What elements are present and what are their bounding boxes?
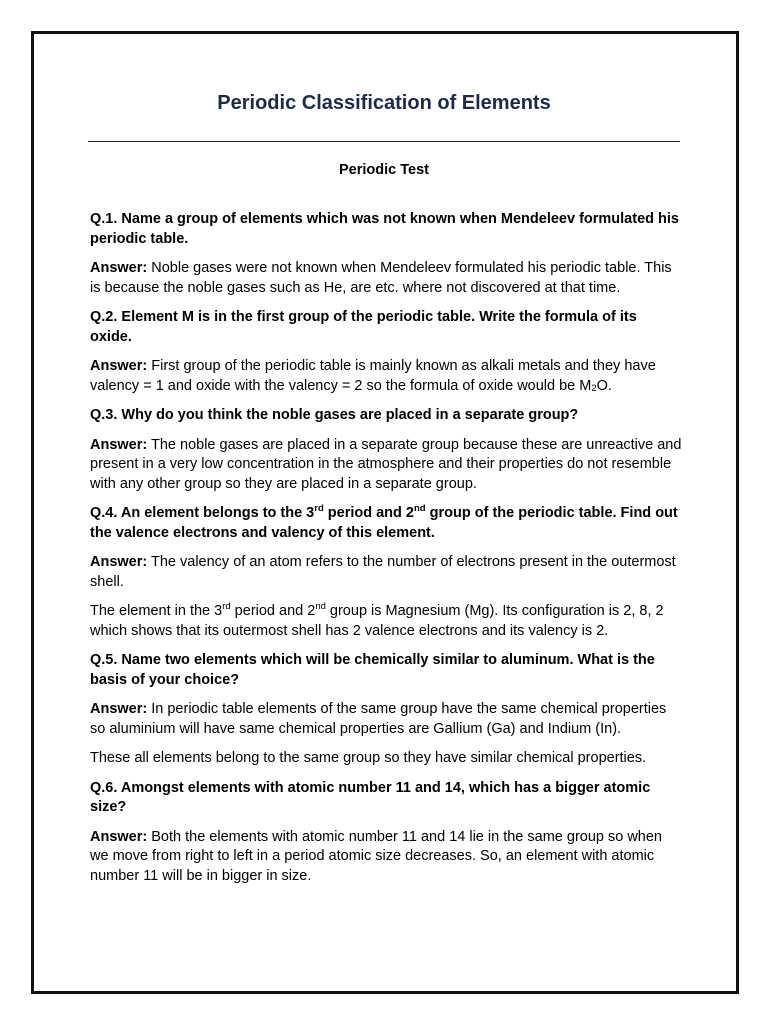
question-4 <box>90 504 682 543</box>
answer-1-text: Noble gases were not known when Mendeleev formulated his periodic table. This is because the noble gases such as He, are etc. where not discovered at that time. <box>90 260 672 296</box>
answer-label: Answer: <box>90 436 148 453</box>
question-2: Q.2. Element M is in the first group of the periodic table. Write the formula of its oxide. <box>90 309 637 345</box>
answer-4-part: The element in the 3 <box>90 603 223 619</box>
answer-4-text: The valency of an atom refers to the number of electrons present in the outermost shell. <box>90 554 676 590</box>
answer-label: Answer: <box>90 358 148 374</box>
answer-5 <box>90 700 682 739</box>
question-4-part: Q.4. An element belongs to the 3 <box>90 505 315 521</box>
answer-3-text: The noble gases are placed in a separate group because these are unreactive and present in a very low concentration in the atmosphere and their properties do not resemble with any other group so they are placed in a separate group. <box>90 436 682 492</box>
answer-5-text: In periodic table elements of the same group have the same chemical properties so aluminium will have same chemical properties are Gallium (Ga) and Indium (In). <box>90 701 667 737</box>
answer-label: Answer: <box>90 554 148 570</box>
answer-4 <box>90 553 682 592</box>
answer-2-text: First group of the periodic table is mainly known as alkali metals and they have valency = 1 and oxide with the valency = 2 so the formula of oxide would be M <box>90 358 656 394</box>
answer-label: Answer: <box>90 828 148 845</box>
answer-4-part: period and 2 <box>230 603 316 619</box>
question-4-part: group of the periodic table. Find out the valence electrons and valency of this element. <box>90 505 678 541</box>
answer-6 <box>90 828 682 887</box>
answer-2 <box>90 357 682 396</box>
answer-5-paragraph: These all elements belong to the same group so they have similar chemical properties. <box>90 750 647 766</box>
answer-4-paragraph <box>90 602 682 641</box>
question-3: Q.3. Why do you think the noble gases are placed in a separate group? <box>90 407 579 423</box>
title-divider <box>88 141 680 142</box>
page-subtitle: Periodic Test <box>339 162 429 178</box>
question-1: Q.1. Name a group of elements which was not known when Mendeleev formulated his periodic table. <box>90 211 679 247</box>
question-6: Q.6. Amongst elements with atomic number 11 and 14, which has a bigger atomic size? <box>90 779 651 815</box>
answer-1 <box>90 259 682 298</box>
superscript: nd <box>315 601 326 612</box>
qa-content <box>90 210 682 896</box>
answer-2-text-end: O. <box>596 377 612 394</box>
answer-label: Answer: <box>90 260 148 276</box>
question-5: Q.5. Name two elements which will be chemically similar to aluminum. What is the basis of your choice? <box>90 652 655 688</box>
page-title: Periodic Classification of Elements <box>217 92 551 114</box>
answer-4-part: group is Magnesium (Mg). Its configuration is 2, 8, 2 which shows that its outermost shell has 2 valence electrons and its valency is 2. <box>90 603 664 639</box>
superscript: nd <box>414 503 426 514</box>
superscript: rd <box>314 503 324 514</box>
answer-3 <box>90 436 682 495</box>
subscript: 2 <box>591 382 597 394</box>
answer-label: Answer: <box>90 701 148 717</box>
question-4-part: period and 2 <box>323 505 414 521</box>
answer-6-text: Both the elements with atomic number 11 and 14 lie in the same group so when we move from right to left in a period atomic size decreases. So, an element with atomic number 11 will be in bigger in size. <box>90 828 662 884</box>
superscript: rd <box>222 601 231 612</box>
